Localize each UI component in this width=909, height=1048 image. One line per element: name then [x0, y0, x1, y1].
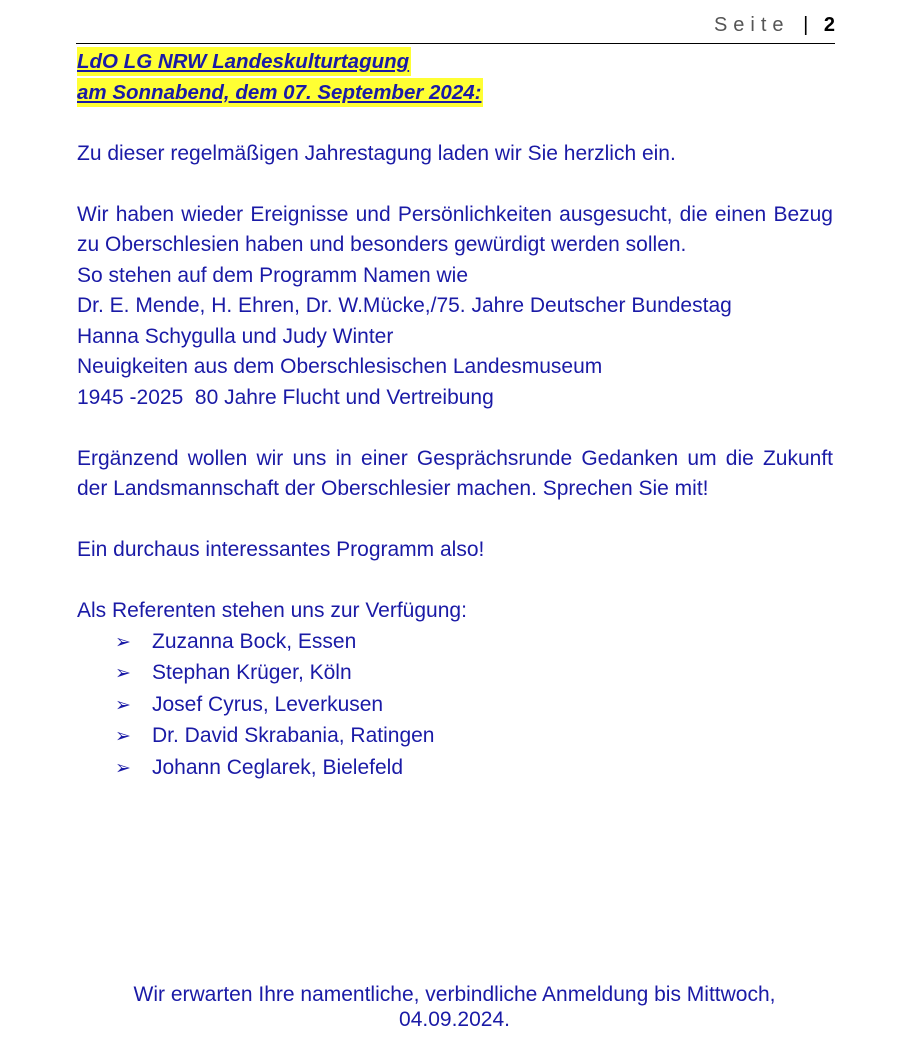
speakers-heading: Als Referenten stehen uns zur Verfügung:	[77, 599, 467, 622]
program-line: So stehen auf dem Programm Namen wie	[77, 263, 469, 287]
speakers-list	[77, 627, 833, 785]
arrowhead-bullet-icon: ➢	[115, 726, 131, 747]
list-item	[77, 627, 833, 659]
list-item	[77, 753, 833, 785]
arrowhead-bullet-icon: ➢	[115, 757, 131, 779]
page-number: 2	[823, 14, 835, 36]
program-line: Hanna Schygulla und Judy Winter	[77, 324, 394, 348]
speaker-name: Johann Ceglarek, Bielefeld	[152, 755, 403, 779]
title-line-1: LdO LG NRW Landeskulturtagung	[77, 47, 411, 76]
spacer	[77, 108, 833, 139]
spacer	[77, 566, 833, 597]
spacer	[77, 413, 833, 444]
intro-paragraph: Zu dieser regelmäßigen Jahrestagung laden wir Sie herzlich ein.	[77, 141, 676, 165]
program-paragraph: Wir haben wieder Ereignisse und Persönlichkeiten ausgesucht, die einen Bezug zu Oberschlesien haben und besonders gewürdigt werden sollen.	[77, 202, 833, 256]
registration-notice	[60, 982, 849, 1032]
page-number-separator: |	[803, 14, 809, 36]
list-item	[77, 658, 833, 690]
speaker-name: Stephan Krüger, Köln	[152, 661, 352, 684]
program-line: 1945 -2025 80 Jahre Flucht und Vertreibung	[77, 385, 494, 409]
spacer	[77, 505, 833, 536]
arrowhead-bullet-icon: ➢	[115, 631, 131, 653]
interesting-paragraph: Ein durchaus interessantes Programm also!	[77, 538, 485, 561]
list-item	[77, 721, 833, 753]
page-label: Seite	[713, 14, 790, 36]
arrowhead-bullet-icon: ➢	[115, 694, 131, 716]
list-item	[77, 690, 833, 722]
document-title	[77, 47, 833, 108]
discussion-paragraph: Ergänzend wollen wir uns in einer Gesprächsrunde Gedanken um die Zukunft der Landsmannschaft der Oberschlesier machen. Sprechen Sie mit!	[77, 446, 833, 500]
title-line-2: am Sonnabend, dem 07. September 2024:	[77, 78, 483, 107]
header-rule	[76, 43, 835, 44]
program-line: Dr. E. Mende, H. Ehren, Dr. W.Mücke,/75. Jahre Deutscher Bundestag	[77, 294, 732, 317]
spacer	[77, 169, 833, 200]
registration-line-1: Wir erwarten Ihre namentliche, verbindliche Anmeldung bis Mittwoch,	[133, 983, 776, 1006]
program-line: Neuigkeiten aus dem Oberschlesischen Landesmuseum	[77, 355, 603, 378]
document-body	[77, 47, 833, 784]
registration-line-2: 04.09.2024.	[399, 1008, 510, 1031]
speaker-name: Dr. David Skrabania, Ratingen	[152, 724, 435, 747]
page-header	[714, 14, 835, 37]
speaker-name: Josef Cyrus, Leverkusen	[152, 692, 384, 716]
arrowhead-bullet-icon: ➢	[115, 663, 131, 684]
speaker-name: Zuzanna Bock, Essen	[152, 629, 357, 653]
